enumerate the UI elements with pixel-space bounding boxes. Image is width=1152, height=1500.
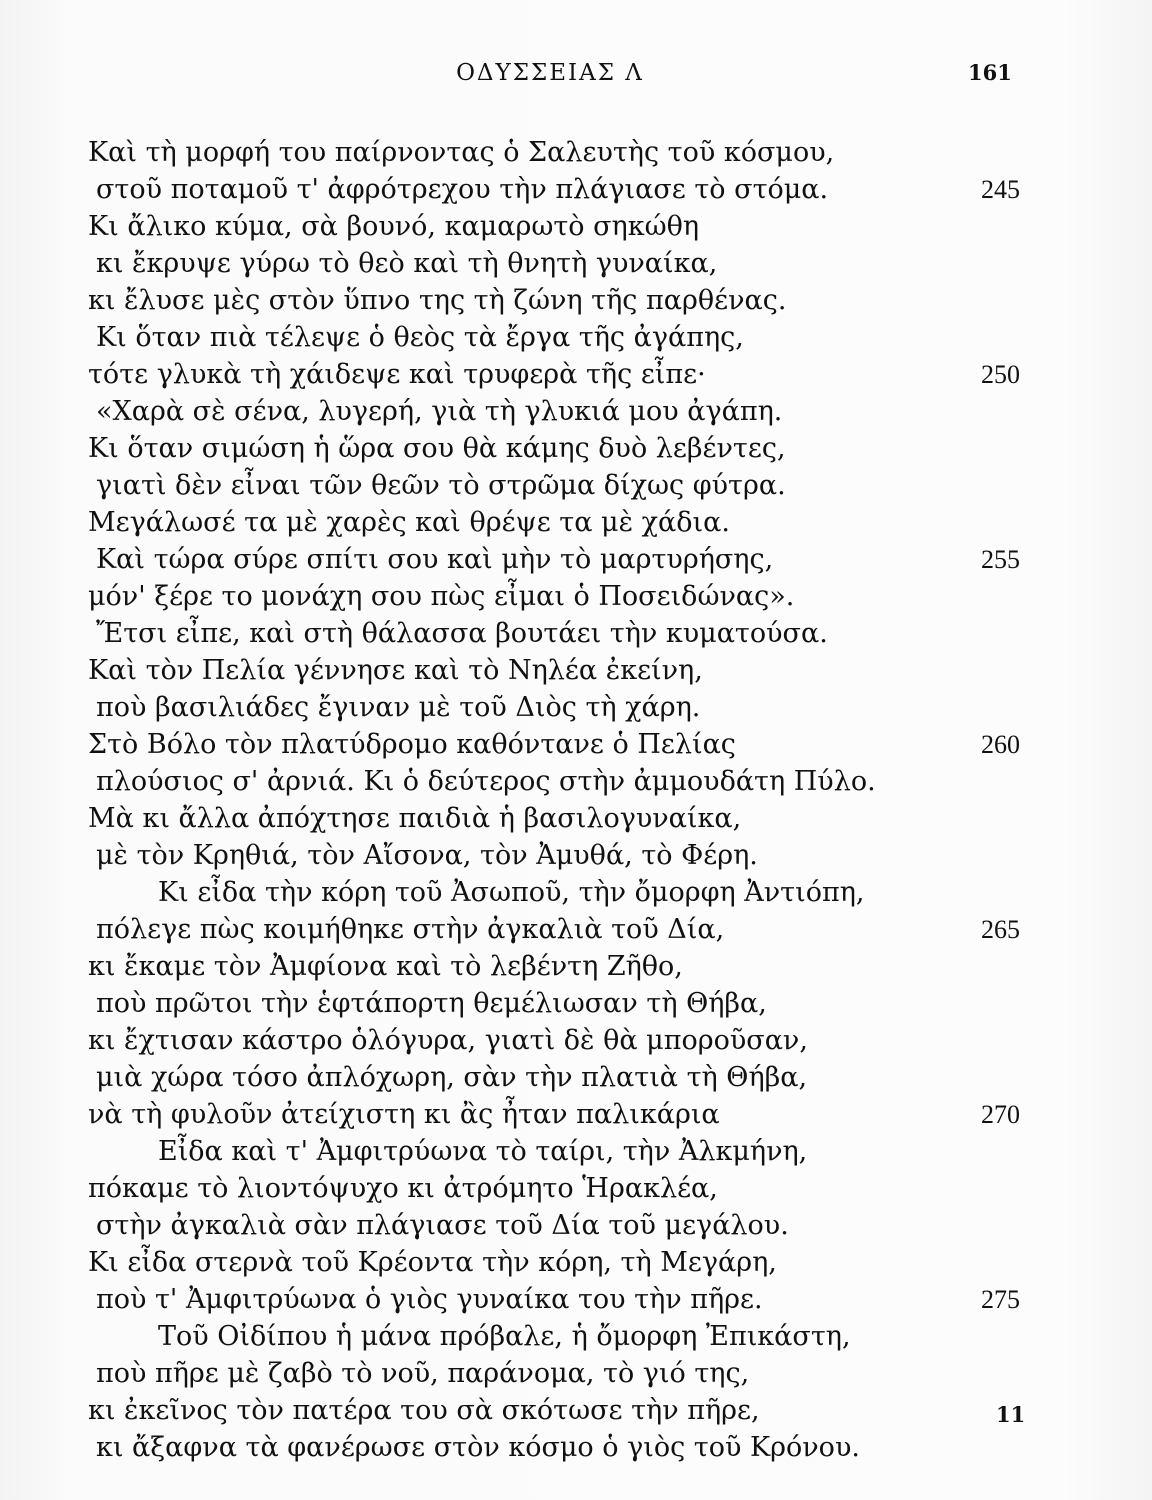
signature-mark: 11 bbox=[996, 1402, 1026, 1427]
verse-text: Καὶ τὴ μορφή του παίρνοντας ὁ Σαλευτὴς τοῦ κόσμου, bbox=[88, 137, 835, 168]
verse-line bbox=[0, 1059, 1100, 1096]
verse-text: Καὶ τώρα σύρε σπίτι σου καὶ μὴν τὸ μαρτυρήσης, bbox=[96, 544, 774, 575]
page-number: 161 bbox=[968, 60, 1012, 85]
verse-text: Κι ὅταν σιμώση ἡ ὥρα σου θὰ κάμης δυὸ λεβέντες, bbox=[88, 433, 786, 464]
verse-text: στὴν ἀγκαλιὰ σὰν πλάγιασε τοῦ Δία τοῦ μεγάλου. bbox=[96, 1210, 789, 1241]
line-number: 260 bbox=[981, 730, 1020, 759]
verse-line bbox=[0, 874, 1100, 911]
verse-text: κι ἔχτισαν κάστρο ὁλόγυρα, γιατὶ δὲ θὰ μποροῦσαν, bbox=[88, 1025, 808, 1056]
verse-line bbox=[0, 245, 1100, 282]
running-head-title: ΟΔΥΣΣΕΙΑΣ Λ bbox=[456, 60, 644, 86]
verse-line bbox=[0, 1022, 1100, 1059]
verse-line bbox=[0, 356, 1100, 393]
verse-line bbox=[0, 615, 1100, 652]
verse-line bbox=[0, 208, 1100, 245]
verse-block bbox=[0, 134, 1100, 1466]
verse-text: κι ἄξαφνα τὰ φανέρωσε στὸν κόσμο ὁ γιὸς τοῦ Κρόνου. bbox=[96, 1432, 860, 1463]
verse-line bbox=[0, 911, 1100, 948]
verse-text: Τοῦ Οἰδίπου ἡ μάνα πρόβαλε, ἡ ὄμορφη Ἐπικάστη, bbox=[158, 1321, 851, 1352]
verse-text: Κι εἶδα στερνὰ τοῦ Κρέοντα τὴν κόρη, τὴ Μεγάρη, bbox=[88, 1247, 777, 1278]
verse-line bbox=[0, 1392, 1100, 1429]
verse-line bbox=[0, 1355, 1100, 1392]
verse-line bbox=[0, 1096, 1100, 1133]
verse-text: μιὰ χώρα τόσο ἀπλόχωρη, σὰν τὴν πλατιὰ τὴ Θήβα, bbox=[96, 1062, 808, 1093]
verse-line bbox=[0, 171, 1100, 208]
verse-line bbox=[0, 1207, 1100, 1244]
verse-text: πόκαμε τὸ λιοντόψυχο κι ἀτρόμητο Ἡρακλέα, bbox=[88, 1173, 718, 1204]
verse-text: μὲ τὸν Κρηθιά, τὸν Αἴσονα, τὸν Ἀμυθά, τὸ Φέρη. bbox=[96, 840, 758, 871]
verse-line bbox=[0, 763, 1100, 800]
verse-text: κι ἔκαμε τὸν Ἀμφίονα καὶ τὸ λεβέντη Ζῆθο, bbox=[88, 951, 683, 982]
verse-text: ποὺ τ' Ἀμφιτρύωνα ὁ γιὸς γυναίκα του τὴν πῆρε. bbox=[96, 1284, 763, 1315]
line-number: 245 bbox=[981, 175, 1020, 204]
verse-text: ποὺ πρῶτοι τὴν ἑφτάπορτη θεμέλιωσαν τὴ Θήβα, bbox=[96, 988, 767, 1019]
verse-text: τότε γλυκὰ τὴ χάιδεψε καὶ τρυφερὰ τῆς εἶπε· bbox=[88, 359, 706, 390]
verse-text: νὰ τὴ φυλοῦν ἀτείχιστη κι ἂς ἦταν παλικάρια bbox=[88, 1099, 720, 1130]
verse-line bbox=[0, 1244, 1100, 1281]
verse-line bbox=[0, 652, 1100, 689]
verse-text: κι ἐκεῖνος τὸν πατέρα του σὰ σκότωσε τὴν πῆρε, bbox=[88, 1395, 760, 1426]
verse-text: Κι εἶδα τὴν κόρη τοῦ Ἀσωποῦ, τὴν ὄμορφη Ἀντιόπη, bbox=[158, 877, 865, 908]
verse-line bbox=[0, 134, 1100, 171]
verse-line bbox=[0, 504, 1100, 541]
verse-text: Στὸ Βόλο τὸν πλατύδρομο καθόντανε ὁ Πελίας bbox=[88, 729, 736, 760]
verse-line bbox=[0, 1318, 1100, 1355]
verse-line bbox=[0, 948, 1100, 985]
verse-text: Εἶδα καὶ τ' Ἀμφιτρύωνα τὸ ταίρι, τὴν Ἀλκμήνη, bbox=[158, 1136, 808, 1167]
verse-line bbox=[0, 319, 1100, 356]
verse-text: Κι ἄλικο κύμα, σὰ βουνό, καμαρωτὸ σηκώθη bbox=[88, 211, 700, 242]
verse-text: ποὺ πῆρε μὲ ζαβὸ τὸ νοῦ, παράνομα, τὸ γιό της, bbox=[96, 1358, 750, 1389]
verse-text: μόν' ξέρε το μονάχη σου πὼς εἶμαι ὁ Ποσειδώνας». bbox=[88, 581, 795, 612]
line-number: 250 bbox=[981, 360, 1020, 389]
line-number: 270 bbox=[981, 1100, 1020, 1129]
verse-text: κι ἔλυσε μὲς στὸν ὕπνο της τὴ ζώνη τῆς παρθένας. bbox=[88, 285, 787, 316]
verse-line bbox=[0, 800, 1100, 837]
verse-text: ποὺ βασιλιάδες ἔγιναν μὲ τοῦ Διὸς τὴ χάρη. bbox=[96, 692, 701, 723]
verse-line bbox=[0, 467, 1100, 504]
verse-line bbox=[0, 837, 1100, 874]
verse-text: πλούσιος σ' ἀρνιά. Κι ὁ δεύτερος στὴν ἀμμουδάτη Πύλο. bbox=[96, 766, 876, 797]
verse-line bbox=[0, 578, 1100, 615]
verse-text: πόλεγε πὼς κοιμήθηκε στὴν ἀγκαλιὰ τοῦ Δία, bbox=[96, 914, 725, 945]
verse-line bbox=[0, 726, 1100, 763]
line-number: 255 bbox=[981, 545, 1020, 574]
verse-line bbox=[0, 430, 1100, 467]
verse-text: Κι ὅταν πιὰ τέλεψε ὁ θεὸς τὰ ἔργα τῆς ἀγάπης, bbox=[96, 322, 744, 353]
verse-line bbox=[0, 1170, 1100, 1207]
verse-text: Καὶ τὸν Πελία γέννησε καὶ τὸ Νηλέα ἐκείνη, bbox=[88, 655, 703, 686]
verse-text: «Χαρὰ σὲ σένα, λυγερή, γιὰ τὴ γλυκιά μου ἀγάπη. bbox=[96, 396, 783, 427]
verse-text: Μὰ κι ἄλλα ἀπόχτησε παιδιὰ ἡ βασιλογυναίκα, bbox=[88, 803, 742, 834]
verse-line bbox=[0, 282, 1100, 319]
verse-line bbox=[0, 1133, 1100, 1170]
verse-text: στοῦ ποταμοῦ τ' ἀφρότρεχου τὴν πλάγιασε τὸ στόμα. bbox=[96, 174, 829, 205]
line-number: 275 bbox=[981, 1285, 1020, 1314]
verse-text: Ἔτσι εἶπε, καὶ στὴ θάλασσα βουτάει τὴν κυματούσα. bbox=[96, 618, 828, 649]
verse-line bbox=[0, 689, 1100, 726]
verse-line bbox=[0, 985, 1100, 1022]
verse-text: Μεγάλωσέ τα μὲ χαρὲς καὶ θρέψε τα μὲ χάδια. bbox=[88, 507, 730, 538]
line-number: 265 bbox=[981, 915, 1020, 944]
verse-line bbox=[0, 1281, 1100, 1318]
verse-text: γιατὶ δὲν εἶναι τῶν θεῶν τὸ στρῶμα δίχως φύτρα. bbox=[96, 470, 786, 501]
verse-text: κι ἔκρυψε γύρω τὸ θεὸ καὶ τὴ θνητὴ γυναίκα, bbox=[96, 248, 718, 279]
verse-line bbox=[0, 541, 1100, 578]
verse-line bbox=[0, 393, 1100, 430]
verse-line bbox=[0, 1429, 1100, 1466]
